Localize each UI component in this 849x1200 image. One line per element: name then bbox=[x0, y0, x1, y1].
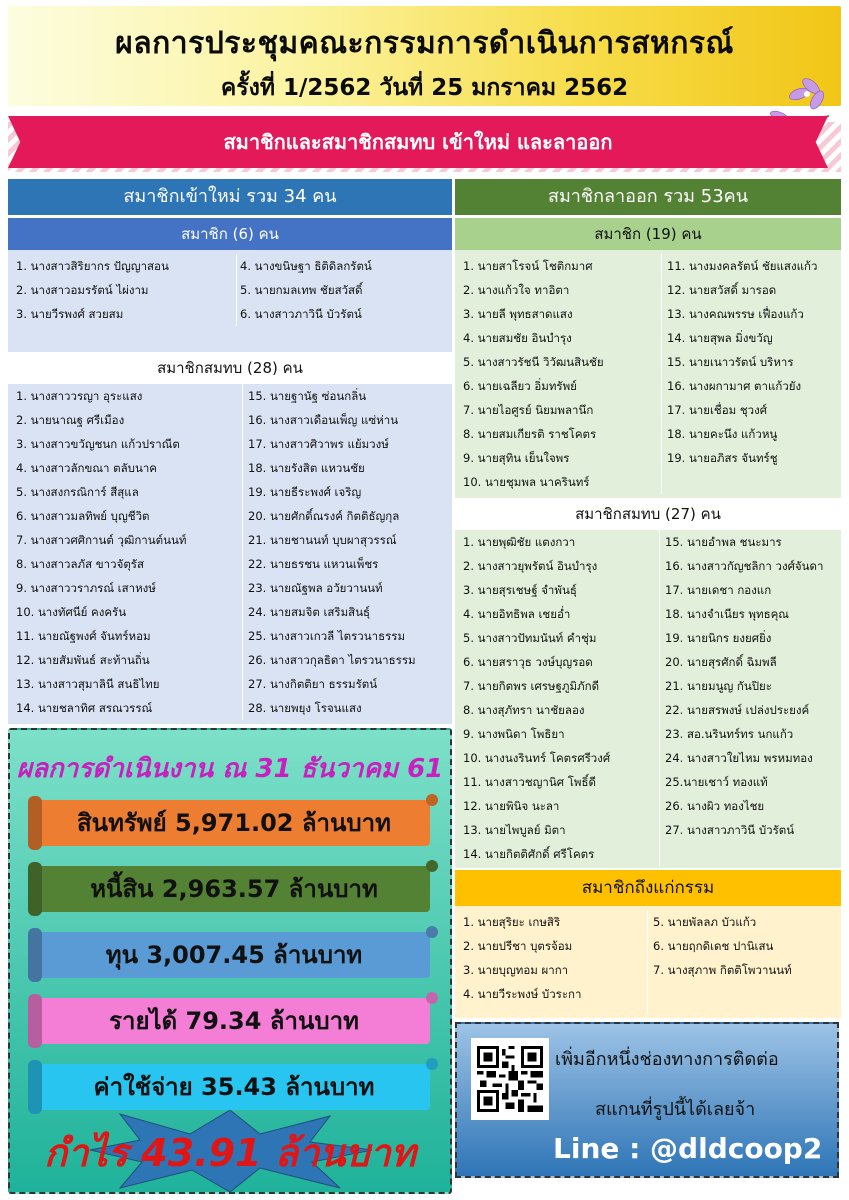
deceased-panel bbox=[455, 870, 841, 1018]
contact-line-1: เพิ่มอีกหนึ่งช่องทางการติดต่อ bbox=[555, 1049, 779, 1070]
list-item: 6. นางสาวมลทิพย์ บุญชีวิต bbox=[16, 509, 150, 523]
list-item: 4. นางขนิษฐา ธิติดิลกรัตน์ bbox=[240, 259, 372, 273]
page-title: ผลการประชุมคณะกรรมการดำเนินการสหกรณ์ bbox=[115, 26, 734, 61]
list-item: 11. นางมงคลรัตน์ ชัยแสงแก้ว bbox=[667, 259, 818, 273]
resigned-assoc-list-2 bbox=[665, 530, 839, 842]
list-item: 2. นายนาณฐ ศรีเมือง bbox=[16, 413, 125, 427]
header bbox=[8, 6, 841, 106]
list-item: 4. นางสาวลักขณา ตลับนาค bbox=[16, 461, 157, 475]
list-item: 10. นางทัศนีย์ คงครัน bbox=[16, 605, 127, 619]
qr-code-icon bbox=[477, 1044, 543, 1114]
list-item: 19. นายอภิสร จันทร์ชู bbox=[667, 451, 778, 465]
list-item: 3. นางสาวขวัญชนก แก้วปราณีต bbox=[16, 437, 180, 451]
list-item: 21. นายชานนท์ บุบผาสุวรรณ์ bbox=[248, 533, 397, 547]
list-item: 3. นายลี พุทธสาดแสง bbox=[463, 307, 573, 321]
list-item: 14. นายชลาทิศ สรณวรรณ์ bbox=[16, 701, 153, 715]
list-item: 3. นายบุญทอม ผากา bbox=[463, 963, 569, 977]
list-item: 28. นายพยุง โรจนแสง bbox=[248, 701, 362, 715]
list-item: 6. นางสาวภาวินี บัวรัตน์ bbox=[240, 307, 362, 321]
list-item: 17. นายเชื่อม ชุวงศ์ bbox=[667, 403, 768, 417]
list-item: 22. นายสรพงษ์ เปล่งประยงค์ bbox=[665, 703, 810, 717]
list-item: 13. นายไพบูลย์ มิตา bbox=[463, 823, 566, 837]
resigned-assoc-list-1 bbox=[463, 530, 659, 866]
list-item: 1. นายสาโรจน์ โชติกมาศ bbox=[463, 259, 593, 273]
list-item: 12. นายสวัสดิ์ มารอด bbox=[667, 283, 777, 297]
list-item: 2. นางสาวยุพรัตน์ อินบำรุง bbox=[463, 559, 598, 573]
list-item: 7. นางสุภาพ กิตติโพวานนท์ bbox=[653, 963, 792, 977]
resigned-assoc-subheader: สมาชิกสมทบ (27) คน bbox=[455, 498, 841, 530]
list-item: 14. นายสุพล มิ่งขวัญ bbox=[667, 331, 773, 345]
resigned-members-header: สมาชิกลาออก รวม 53คน bbox=[455, 179, 841, 215]
resigned-members-subheader: สมาชิก (19) คน bbox=[455, 218, 841, 250]
banner-title: สมาชิกและสมาชิกสมทบ เข้าใหม่ และลาออก bbox=[223, 130, 613, 154]
list-item: 25.นายเชาว์ ทองแท้ bbox=[665, 775, 768, 789]
list-item: 12. นายพินิจ นะลา bbox=[463, 799, 560, 813]
list-item: 4. นายวีระพงษ์ บัวระกา bbox=[463, 987, 582, 1001]
list-item: 18. นายรังสิต แหวนชัย bbox=[248, 461, 365, 475]
list-item: 5. นายกมลเทพ ชัยสวัสดิ์ bbox=[240, 283, 363, 297]
qr-code[interactable] bbox=[471, 1038, 549, 1120]
list-item: 2. นายปรีชา บุตรจ้อม bbox=[463, 939, 573, 953]
list-item: 27. นางกิตติยา ธรรมรัตน์ bbox=[248, 677, 378, 691]
resigned-members-list-1 bbox=[463, 254, 659, 494]
list-item: 1. นายพุฒิชัย แตงกวา bbox=[463, 535, 576, 549]
new-members-subheader: สมาชิก (6) คน bbox=[8, 218, 452, 250]
list-item: 20. นายศักดิ์ณรงค์ กิตติธัญกุล bbox=[248, 509, 400, 523]
expenses-scroll: ค่าใช้จ่าย 35.43 ล้านบาท bbox=[38, 1064, 430, 1110]
capital-scroll: ทุน 3,007.45 ล้านบาท bbox=[38, 932, 430, 978]
list-item: 5. นายพัลลภ บัวแก้ว bbox=[653, 915, 757, 929]
list-item: 24. นายสมจิต เสริมสินธุ์ bbox=[248, 605, 371, 619]
line-id[interactable]: Line : @dldcoop2 bbox=[553, 1132, 823, 1165]
contact-panel bbox=[455, 1022, 839, 1178]
performance-title: ผลการดำเนินงาน ณ 31 ธันวาคม 61 bbox=[16, 754, 444, 784]
list-item: 25. นางสาวเกวลี ไตรวนาธรรม bbox=[248, 629, 406, 643]
deceased-list-1 bbox=[463, 910, 645, 1006]
list-item: 26. นางผิว ทองไชย bbox=[665, 799, 765, 813]
list-item: 8. นางสาวลภัส ขาวจัตุรัส bbox=[16, 557, 144, 571]
new-assoc-subheader: สมาชิกสมทบ (28) คน bbox=[8, 352, 452, 384]
list-item: 12. นายสัมพันธ์ สะท้านถิ่น bbox=[16, 653, 150, 667]
list-item: 9. นายสุทิน เย็นใจพร bbox=[463, 451, 570, 465]
new-members-list-2 bbox=[240, 254, 448, 326]
list-item: 2. นางแก้วใจ ทาอิตา bbox=[463, 283, 570, 297]
deceased-header: สมาชิกถึงแก่กรรม bbox=[455, 870, 841, 906]
list-item: 5. นางสาวรัชนี วิวัฒนสินชัย bbox=[463, 355, 604, 369]
column-divider bbox=[242, 384, 243, 720]
new-members-list-1 bbox=[16, 254, 234, 326]
contact-line-2: สแกนที่รูปนี้ได้เลยจ้า bbox=[595, 1099, 756, 1120]
list-item: 18. นางจำเนียร พุทธคุณ bbox=[665, 607, 789, 621]
list-item: 14. นายกิตติศักดิ์ ศรีโคตร bbox=[463, 847, 595, 861]
column-divider bbox=[647, 910, 648, 1014]
list-item: 1. นางสาวสิริยากร ปัญญาสอน bbox=[16, 259, 169, 273]
page-subtitle: ครั้งที่ 1/2562 วันที่ 25 มกราคม 2562 bbox=[220, 75, 629, 101]
list-item: 13. นางสาวสุมาลินี สนธิไทย bbox=[16, 677, 160, 691]
list-item: 6. นายเฉลียว อิ่มทรัพย์ bbox=[463, 379, 577, 393]
resigned-members-list-2 bbox=[667, 254, 839, 470]
list-item: 8. นายสมเกียรติ ราชโคตร bbox=[463, 427, 597, 441]
list-item: 17. นายเดชา กองแก bbox=[665, 583, 772, 597]
deceased-list-2 bbox=[653, 910, 839, 982]
list-item: 3. นายสุรเชษฐ์ จำพันธุ์ bbox=[463, 583, 577, 597]
list-item: 7. นายกิตพร เศรษฐภูมิภักดี bbox=[463, 679, 600, 693]
list-item: 23. สอ.นรินทร์ทร นกแก้ว bbox=[665, 727, 794, 741]
list-item: 1. นางสาววรญา อุระแสง bbox=[16, 389, 143, 403]
list-item: 16. นางสาวกัญชลิกา วงศ์จันดา bbox=[665, 559, 824, 573]
list-item: 1. นายสุริยะ เกษสิริ bbox=[463, 915, 561, 929]
list-item: 17. นางสาวศิวาพร แย้มวงษ์ bbox=[248, 437, 389, 451]
list-item: 15. นายฐานัฐ ซ่อนกลิ่น bbox=[248, 389, 367, 403]
list-item: 7. นางสาวศศิกานต์ วุฒิกานต์นนท์ bbox=[16, 533, 187, 547]
section-banner bbox=[8, 112, 841, 174]
income-scroll: รายได้ 79.34 ล้านบาท bbox=[38, 998, 430, 1044]
performance-panel bbox=[8, 728, 452, 1194]
list-item: 2. นางสาวอมรรัตน์ ไผ่งาม bbox=[16, 283, 149, 297]
assets-scroll: สินทรัพย์ 5,971.02 ล้านบาท bbox=[38, 800, 430, 846]
new-members-panel bbox=[8, 218, 452, 724]
list-item: 19. นายธีระพงศ์ เจริญ bbox=[248, 485, 362, 499]
list-item: 5. นางสงกรณิการ์ สีสุแล bbox=[16, 485, 139, 499]
list-item: 7. นายไอศูรย์ นิยมพลานึก bbox=[463, 403, 594, 417]
list-item: 26. นางสาวกุลธิดา ไตรวนาธรรม bbox=[248, 653, 416, 667]
list-item: 11. นางสาวชญานิศ โพธิ์ดี bbox=[463, 775, 596, 789]
list-item: 8. นางสุภัทรา นาชัยลอง bbox=[463, 703, 585, 717]
list-item: 5. นางสาวปัทมนันท์ คำชุ่ม bbox=[463, 631, 597, 645]
new-assoc-list-1 bbox=[16, 384, 242, 720]
list-item: 6. นายสราวุธ วงษ์บุญรอด bbox=[463, 655, 593, 669]
list-item: 11. นายณัฐพงศ์ จันทร์หอม bbox=[16, 629, 151, 643]
list-item: 10. นางนงรินทร์ โคตรศรีวงศ์ bbox=[463, 751, 611, 765]
column-divider bbox=[236, 254, 237, 326]
list-item: 27. นางสาวภาวินี บัวรัตน์ bbox=[665, 823, 795, 837]
list-item: 4. นายสมชัย อินบำรุง bbox=[463, 331, 572, 345]
profit-text: กำไร 43.91 ล้านบาท bbox=[44, 1131, 416, 1175]
list-item: 24. นางสาวใยไหม พรหมทอง bbox=[665, 751, 813, 765]
list-item: 4. นายอิทธิพล เชยอ่ำ bbox=[463, 607, 571, 621]
new-members-header: สมาชิกเข้าใหม่ รวม 34 คน bbox=[8, 179, 452, 215]
list-item: 15. นายอำพล ชนะมาร bbox=[665, 535, 782, 549]
list-item: 18. นายคะนึง แก้วหนู bbox=[667, 427, 778, 441]
list-item: 13. นางคณพรรษ เฟื่องแก้ว bbox=[667, 307, 804, 321]
new-assoc-list-2 bbox=[248, 384, 450, 720]
list-item: 16. นางสาวเดือนเพ็ญ แซ่ห่าน bbox=[248, 413, 399, 427]
list-item: 21. นายมนูญ กันปิยะ bbox=[665, 679, 772, 693]
list-item: 9. นางพนิดา โพธิยา bbox=[463, 727, 565, 741]
list-item: 15. นายเนาวรัตน์ บริหาร bbox=[667, 355, 794, 369]
list-item: 9. นางสาววราภรณ์ เสาหงษ์ bbox=[16, 581, 156, 595]
liabilities-scroll: หนี้สิน 2,963.57 ล้านบาท bbox=[38, 866, 430, 912]
list-item: 23. นายณัฐพล อวัยวานนท์ bbox=[248, 581, 383, 595]
list-item: 3. นายวีรพงศ์ สวยสม bbox=[16, 307, 124, 321]
column-divider bbox=[659, 530, 660, 866]
list-item: 16. นางผกามาศ ตาแก้วยัง bbox=[667, 379, 802, 393]
list-item: 20. นายสุรศักดิ์ ฉิมพลี bbox=[665, 655, 777, 669]
column-divider bbox=[661, 254, 662, 494]
list-item: 6. นายฤกดิเดช ปานิเสน bbox=[653, 939, 774, 953]
list-item: 10. นายชุมพล นาครินทร์ bbox=[463, 475, 590, 489]
list-item: 22. นายธรชน แหวนเพ็ชร bbox=[248, 557, 379, 571]
list-item: 19. นายนิกร ยงยศยิ่ง bbox=[665, 631, 772, 645]
resigned-panel bbox=[455, 218, 841, 868]
